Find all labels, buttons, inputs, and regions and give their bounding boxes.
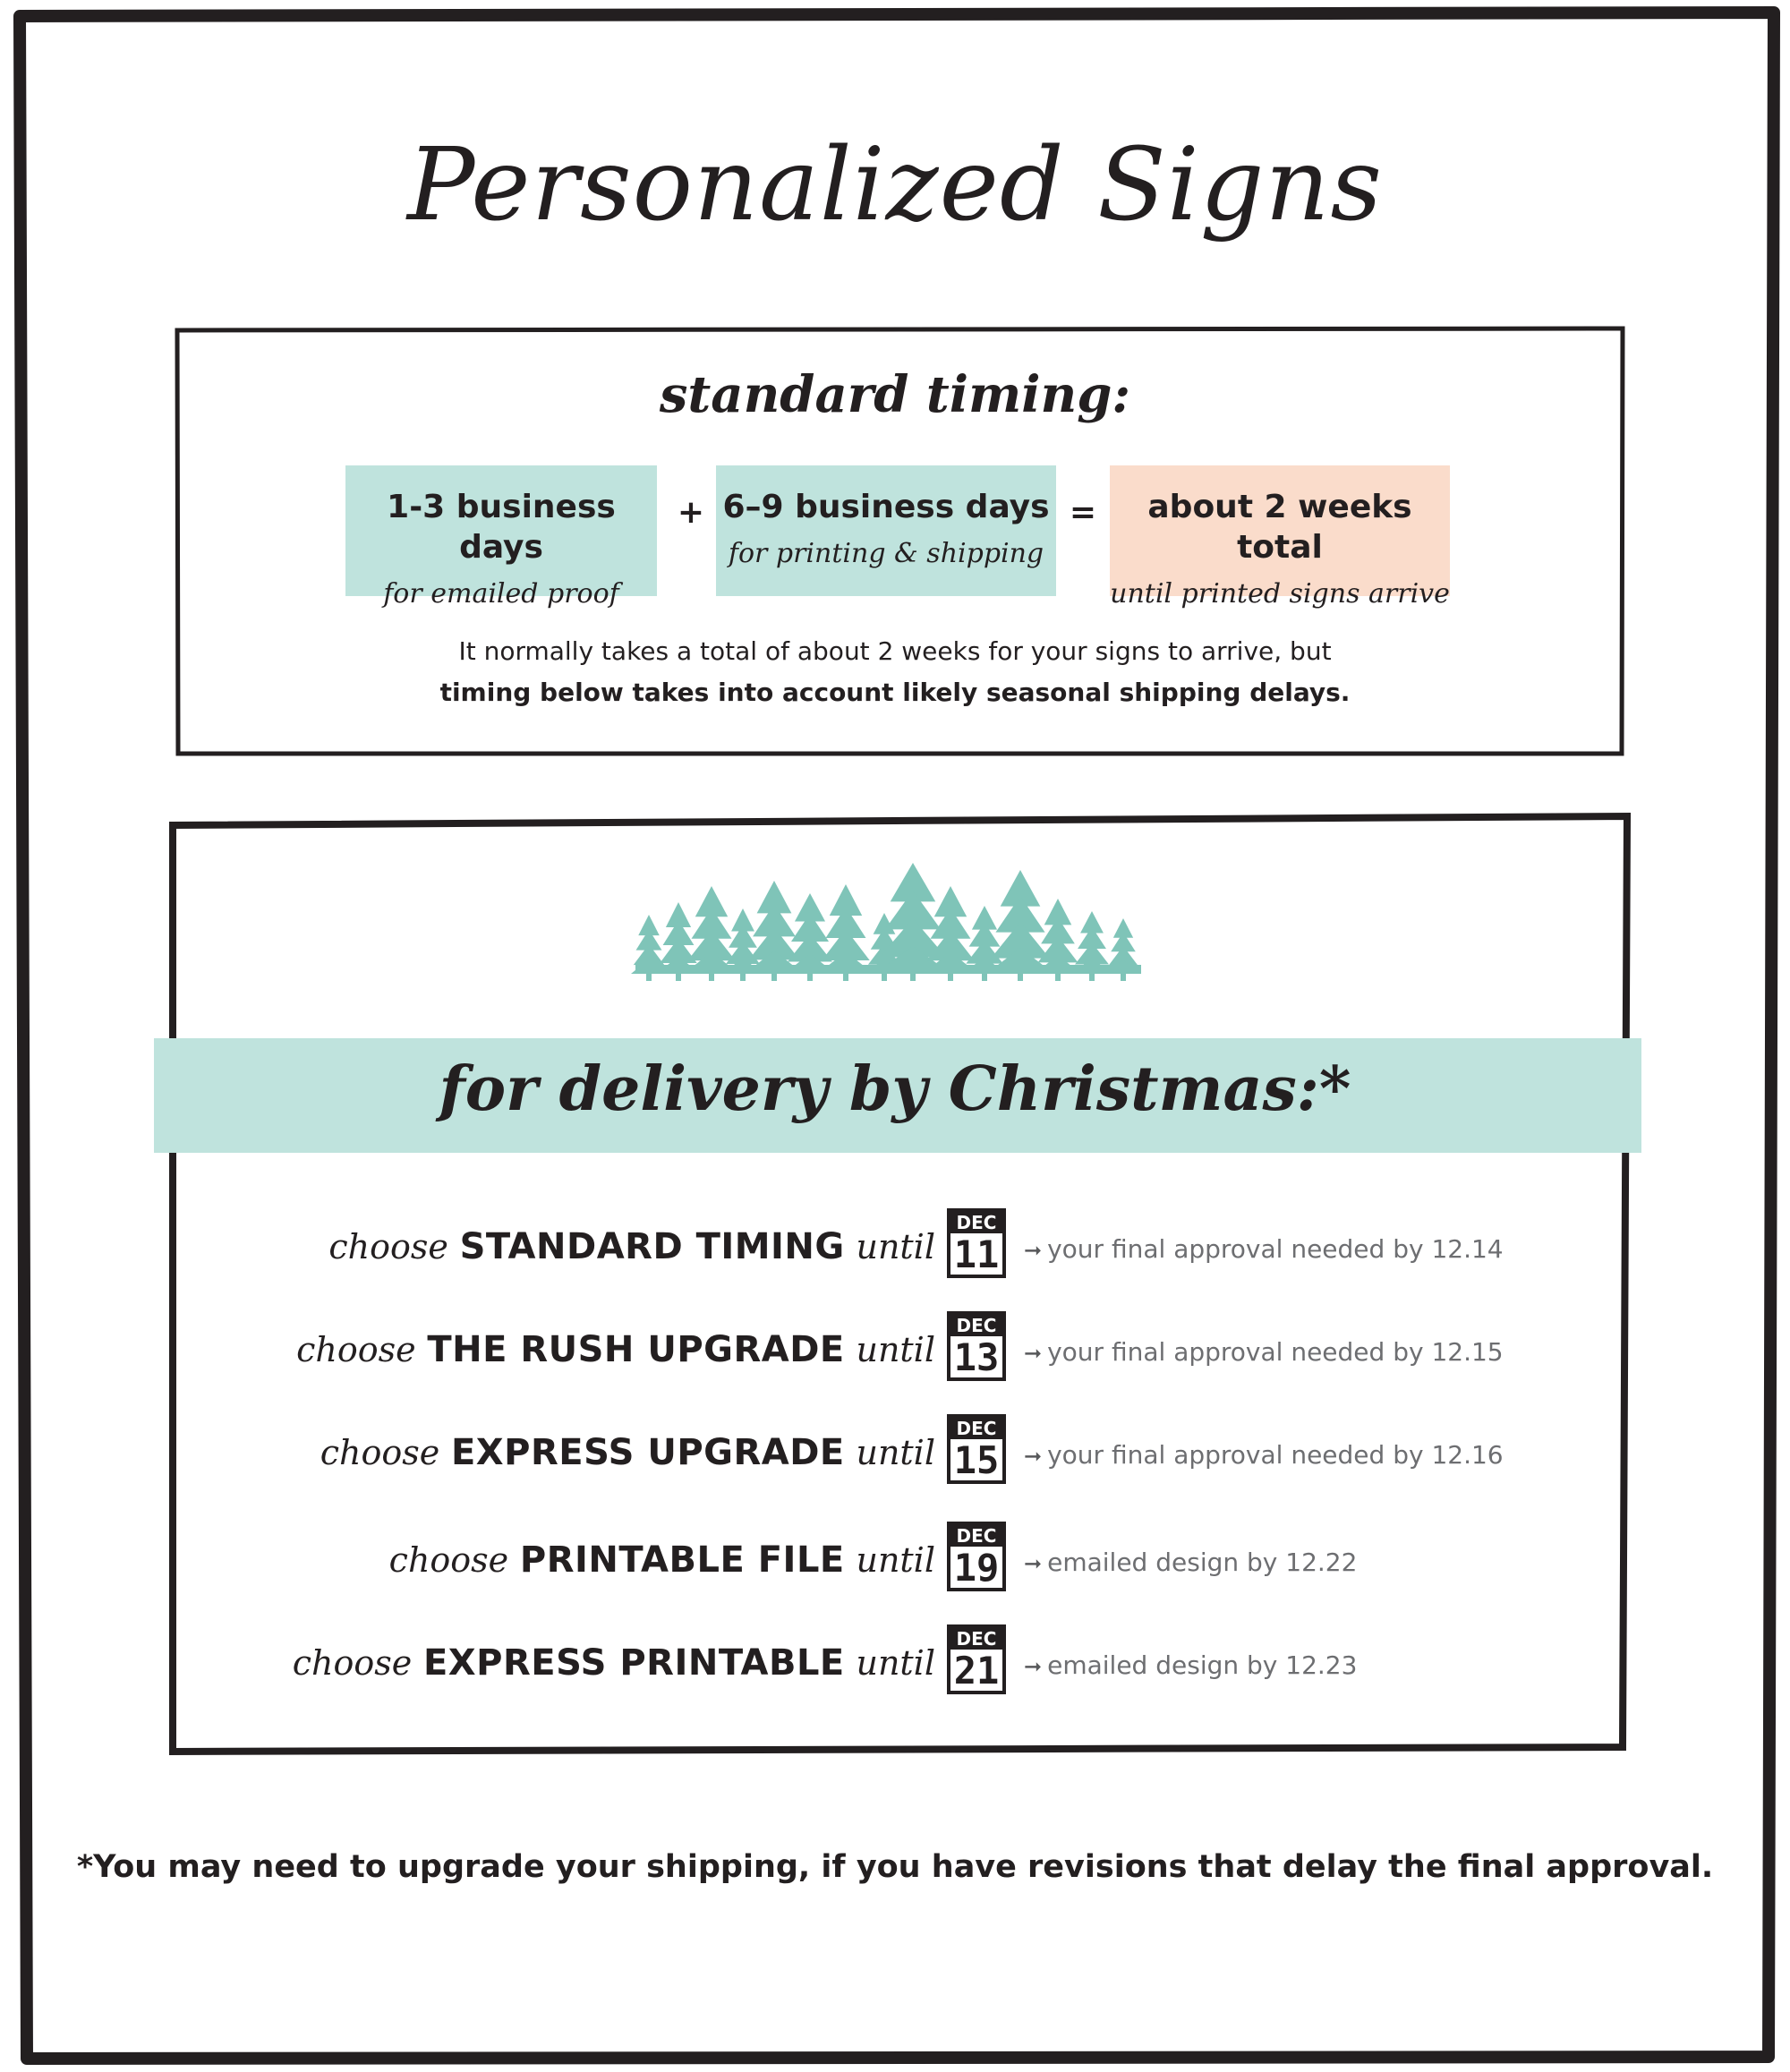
option-note-text: your final approval needed by 12.16: [1047, 1440, 1504, 1470]
calendar-month: DEC: [950, 1315, 1002, 1336]
standard-timing-heading: standard timing:: [659, 365, 1131, 424]
option-note-text: emailed design by 12.23: [1047, 1650, 1358, 1680]
option-suffix: until: [856, 1540, 935, 1580]
calendar-day: 19: [953, 1546, 1000, 1590]
option-note-text: your final approval needed by 12.14: [1047, 1234, 1504, 1264]
plus-operator: +: [677, 494, 705, 531]
delivery-option-note: [1024, 1337, 1504, 1367]
timing-step-printing: [716, 465, 1056, 596]
delivery-option-label: [296, 1329, 935, 1370]
option-name: THE RUSH UPGRADE: [427, 1329, 845, 1370]
calendar-date-icon: [947, 1208, 1006, 1278]
timing-step-proof: [345, 465, 657, 610]
calendar-date-icon: [947, 1522, 1006, 1591]
delivery-option-label: [328, 1226, 935, 1267]
christmas-heading: for delivery by Christmas:*: [439, 1053, 1351, 1125]
option-prefix: choose: [328, 1227, 448, 1266]
option-name: PRINTABLE FILE: [519, 1539, 845, 1581]
delivery-option-row: [0, 1624, 1790, 1696]
equals-operator: =: [1069, 494, 1097, 531]
arrow-right-icon: ➞: [1024, 1654, 1043, 1679]
calendar-day: 15: [953, 1438, 1000, 1482]
arrow-right-icon: ➞: [1024, 1444, 1043, 1469]
calendar-day: 13: [953, 1335, 1000, 1379]
arrow-right-icon: ➞: [1024, 1238, 1043, 1263]
calendar-month: DEC: [950, 1212, 1002, 1233]
delivery-option-note: [1024, 1234, 1504, 1264]
option-suffix: until: [856, 1643, 935, 1683]
delivery-option-row: [0, 1208, 1790, 1280]
page-title: Personalized Signs: [406, 127, 1384, 243]
timing-step-sub: for emailed proof: [383, 578, 619, 610]
timing-note-line1: It normally takes a total of about 2 weeks for your signs to arrive, but: [458, 636, 1332, 666]
delivery-option-label: [389, 1539, 935, 1581]
option-prefix: choose: [388, 1540, 509, 1580]
timing-step-sub: until printed signs arrive: [1110, 578, 1450, 610]
timing-step-main: 6–9 business days: [722, 489, 1050, 525]
option-suffix: until: [856, 1433, 935, 1472]
timing-note-line2: timing below takes into account likely seasonal shipping delays.: [439, 678, 1351, 707]
calendar-date-icon: [947, 1624, 1006, 1694]
arrow-right-icon: ➞: [1024, 1341, 1043, 1366]
calendar-day: 21: [953, 1649, 1000, 1693]
option-prefix: choose: [296, 1330, 416, 1369]
shipping-footnote: *You may need to upgrade your shipping, if you have revisions that delay the final approval.: [76, 1849, 1714, 1885]
calendar-day: 11: [953, 1232, 1000, 1276]
timing-step-main: about 2 weeks total: [1147, 489, 1412, 566]
delivery-option-row: [0, 1311, 1790, 1383]
delivery-option-label: [293, 1642, 935, 1684]
option-suffix: until: [856, 1330, 935, 1369]
timing-step-sub: for printing & shipping: [728, 538, 1044, 569]
option-note-text: emailed design by 12.22: [1047, 1548, 1358, 1577]
option-name: STANDARD TIMING: [459, 1226, 845, 1267]
delivery-option-row: [0, 1522, 1790, 1593]
delivery-option-note: [1024, 1440, 1504, 1470]
pine-tree-row-icon: [626, 859, 1164, 985]
option-suffix: until: [856, 1227, 935, 1266]
arrow-right-icon: ➞: [1024, 1551, 1043, 1576]
delivery-option-row: [0, 1414, 1790, 1486]
calendar-month: DEC: [950, 1525, 1002, 1547]
option-note-text: your final approval needed by 12.15: [1047, 1337, 1504, 1367]
option-prefix: choose: [292, 1643, 413, 1683]
calendar-month: DEC: [950, 1418, 1002, 1439]
option-prefix: choose: [320, 1433, 440, 1472]
calendar-date-icon: [947, 1414, 1006, 1484]
delivery-option-label: [320, 1432, 935, 1473]
option-name: EXPRESS PRINTABLE: [422, 1642, 845, 1684]
delivery-option-note: [1024, 1650, 1357, 1680]
option-name: EXPRESS UPGRADE: [450, 1432, 845, 1473]
delivery-option-note: [1024, 1548, 1357, 1577]
calendar-month: DEC: [950, 1628, 1002, 1650]
timing-step-total: [1110, 465, 1450, 610]
calendar-date-icon: [947, 1311, 1006, 1381]
timing-step-main: 1-3 business days: [387, 489, 616, 566]
